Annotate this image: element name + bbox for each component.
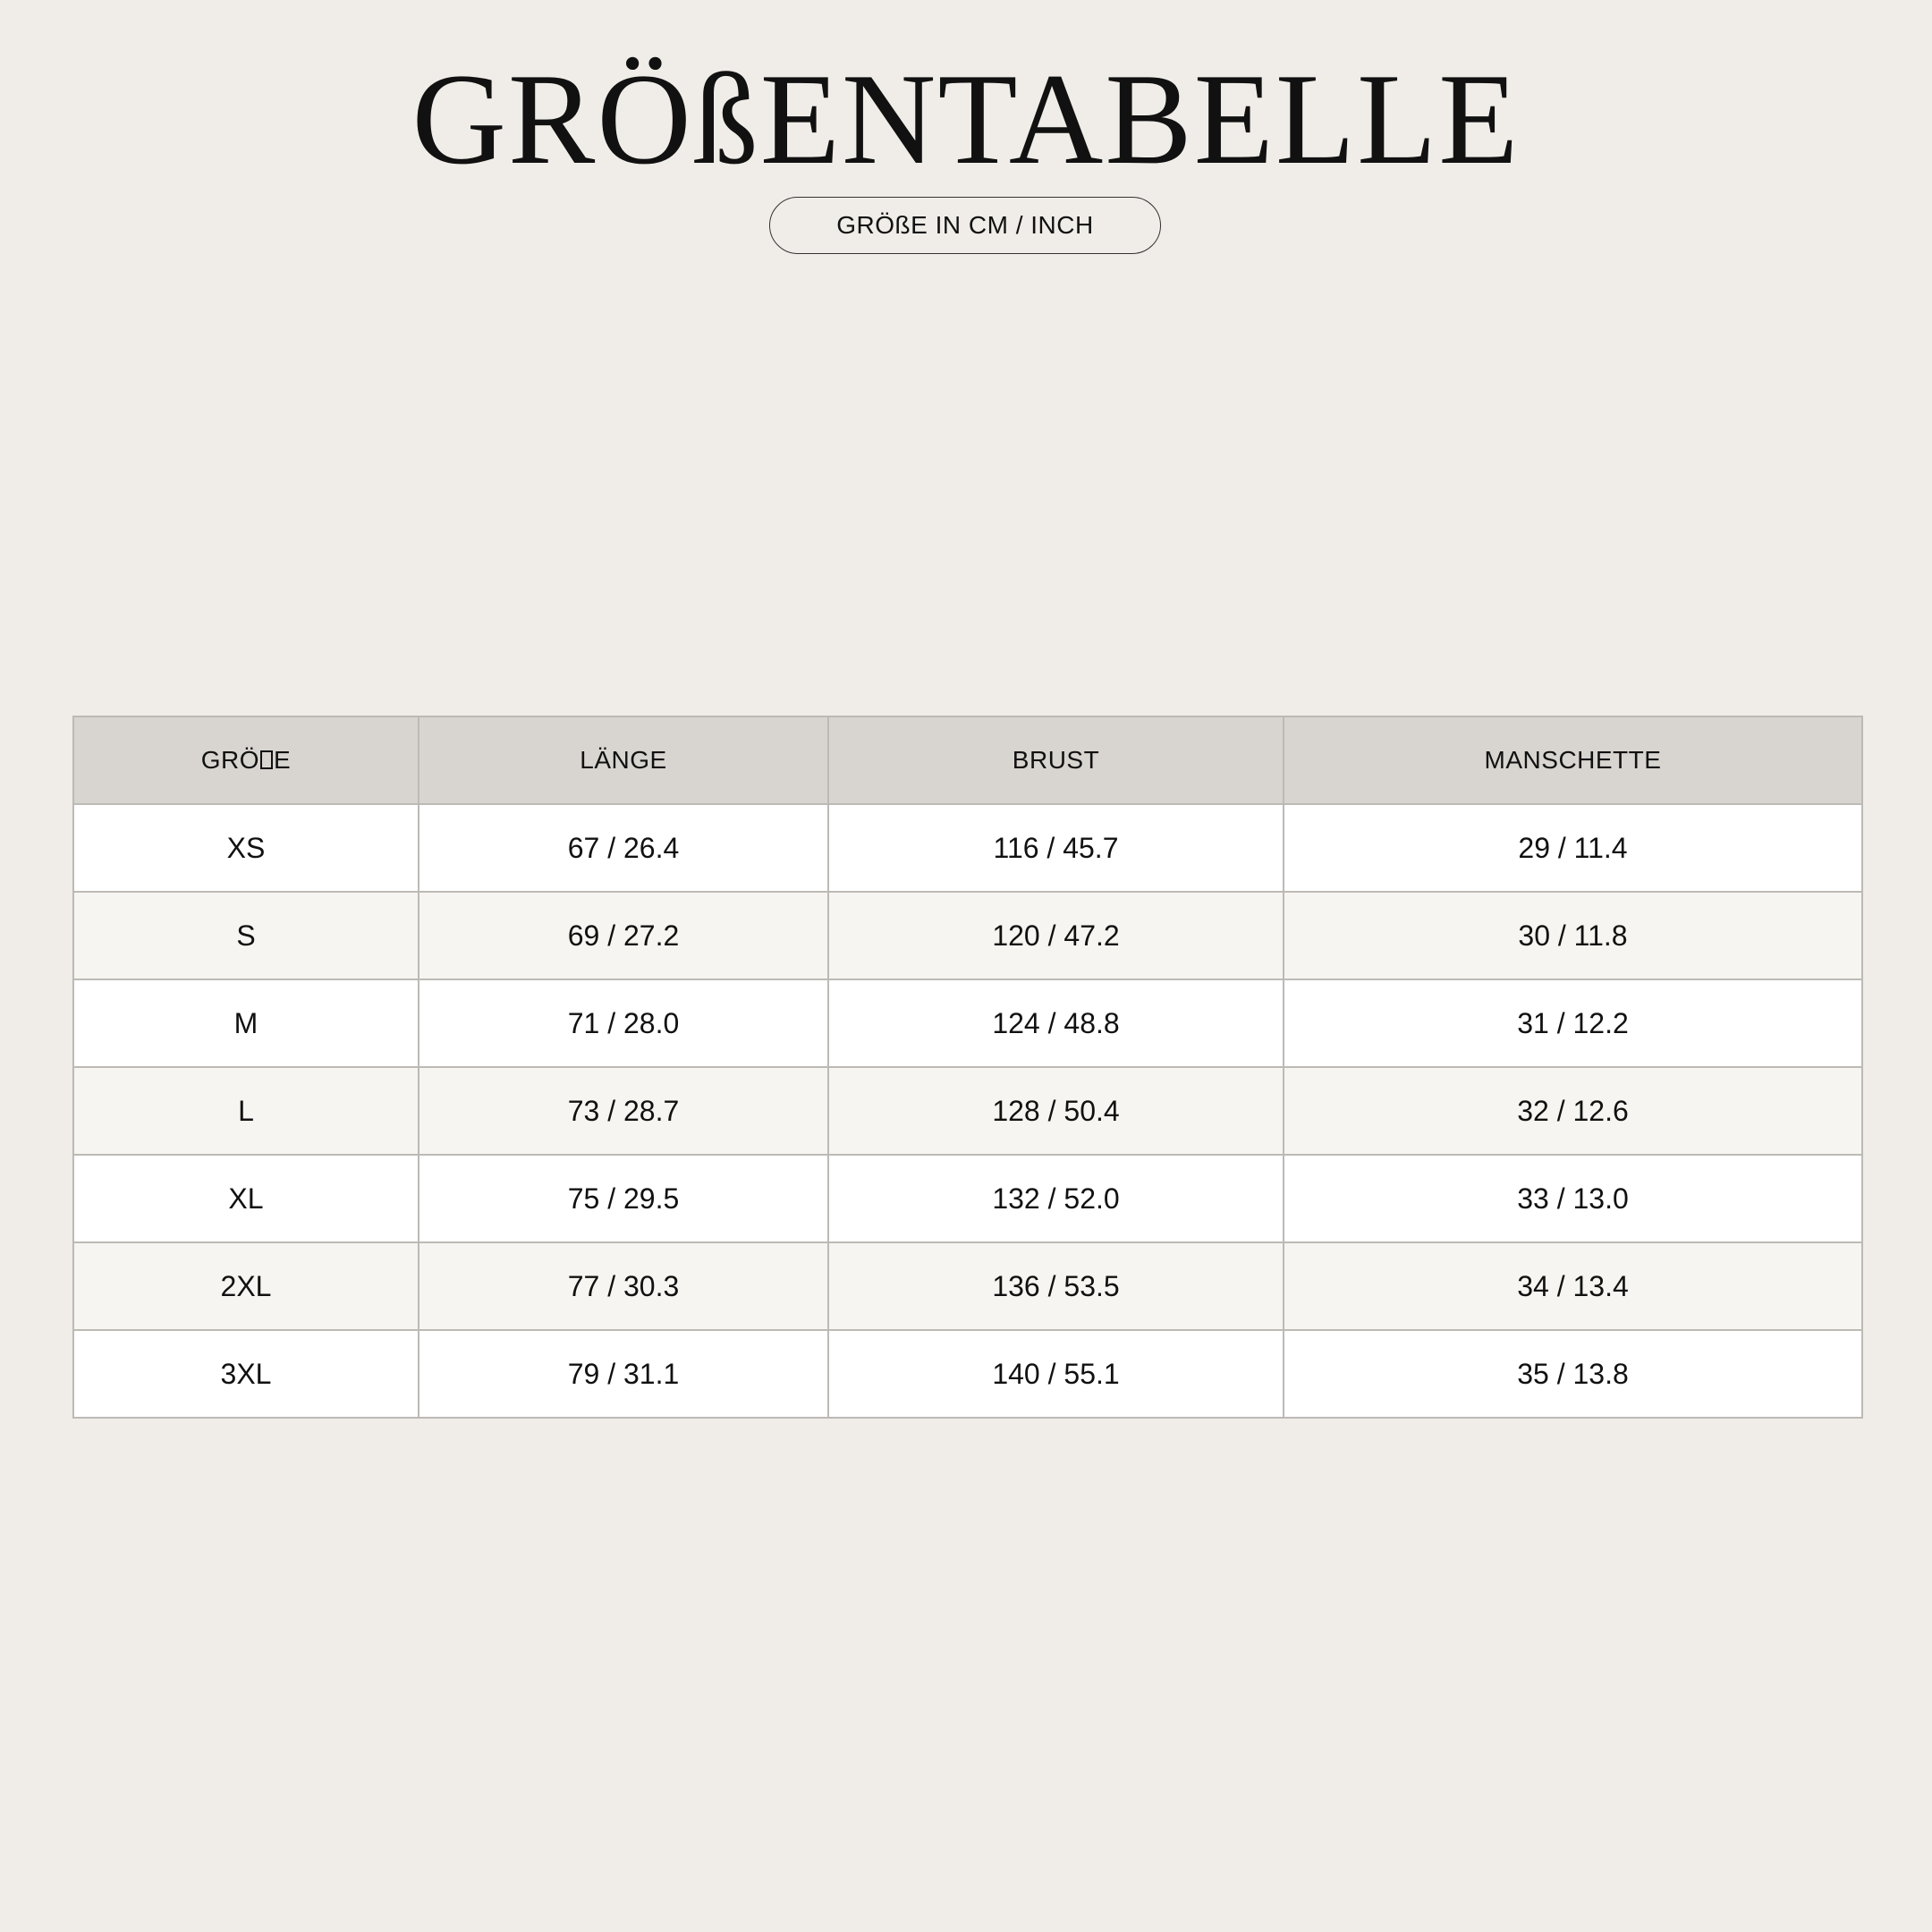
- cell-length: 75 / 29.5: [419, 1155, 828, 1242]
- cell-length: 73 / 28.7: [419, 1067, 828, 1155]
- table-row: [73, 1330, 1862, 1418]
- page-title: GRÖßENTABELLE: [411, 47, 1521, 191]
- cell-length: 79 / 31.1: [419, 1330, 828, 1418]
- table-row: [73, 892, 1862, 979]
- unit-label-pill: GRÖßE IN CM / INCH: [769, 197, 1161, 254]
- table-row: [73, 1155, 1862, 1242]
- cell-size: M: [73, 979, 419, 1067]
- cell-length: 69 / 27.2: [419, 892, 828, 979]
- cell-cuff: 29 / 11.4: [1284, 804, 1862, 892]
- cell-length: 71 / 28.0: [419, 979, 828, 1067]
- size-chart-table: [72, 716, 1863, 1419]
- cell-size: XL: [73, 1155, 419, 1242]
- column-header-size-suffix: E: [274, 746, 292, 774]
- column-header-cuff: MANSCHETTE: [1284, 716, 1862, 804]
- cell-cuff: 31 / 12.2: [1284, 979, 1862, 1067]
- table-header-row: [73, 716, 1862, 804]
- cell-length: 77 / 30.3: [419, 1242, 828, 1330]
- cell-size: 2XL: [73, 1242, 419, 1330]
- cell-cuff: 33 / 13.0: [1284, 1155, 1862, 1242]
- cell-chest: 116 / 45.7: [828, 804, 1284, 892]
- table-row: [73, 804, 1862, 892]
- cell-size: XS: [73, 804, 419, 892]
- cell-chest: 132 / 52.0: [828, 1155, 1284, 1242]
- cell-length: 67 / 26.4: [419, 804, 828, 892]
- cell-cuff: 34 / 13.4: [1284, 1242, 1862, 1330]
- cell-chest: 140 / 55.1: [828, 1330, 1284, 1418]
- column-header-chest: BRUST: [828, 716, 1284, 804]
- cell-size: L: [73, 1067, 419, 1155]
- cell-chest: 120 / 47.2: [828, 892, 1284, 979]
- column-header-size: [73, 716, 419, 804]
- column-header-size-prefix: GRÖ: [200, 746, 260, 774]
- missing-glyph-box-icon: [260, 750, 273, 769]
- cell-size: S: [73, 892, 419, 979]
- cell-cuff: 30 / 11.8: [1284, 892, 1862, 979]
- cell-chest: 136 / 53.5: [828, 1242, 1284, 1330]
- cell-cuff: 32 / 12.6: [1284, 1067, 1862, 1155]
- cell-size: 3XL: [73, 1330, 419, 1418]
- cell-cuff: 35 / 13.8: [1284, 1330, 1862, 1418]
- cell-chest: 124 / 48.8: [828, 979, 1284, 1067]
- table-row: [73, 1242, 1862, 1330]
- table-row: [73, 979, 1862, 1067]
- column-header-length: LÄNGE: [419, 716, 828, 804]
- table-row: [73, 1067, 1862, 1155]
- cell-chest: 128 / 50.4: [828, 1067, 1284, 1155]
